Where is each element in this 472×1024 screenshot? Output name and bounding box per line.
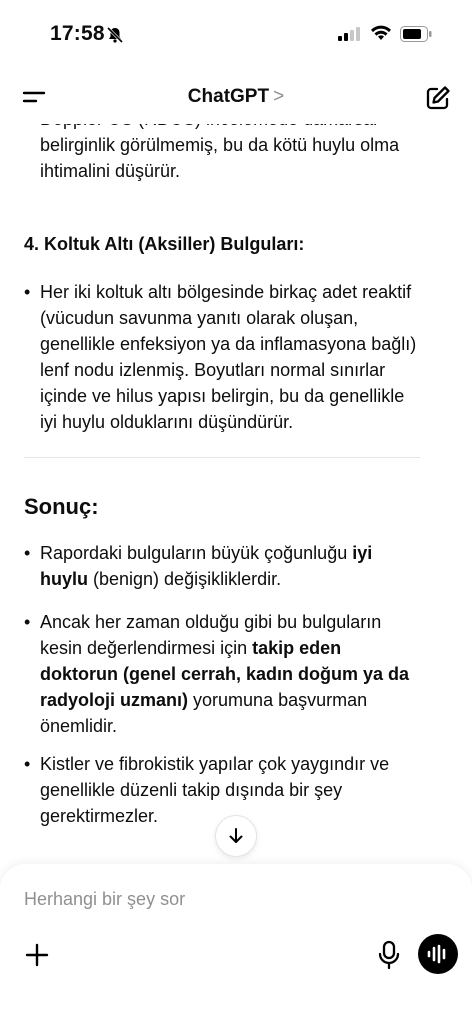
divider [24, 457, 420, 458]
text-line: genellikle düzenli takip dışında bir şey [40, 780, 343, 800]
text-line: Ancak her zaman olduğu gibi bu bulguların [40, 612, 382, 632]
list-item [24, 540, 454, 592]
text-line: doktorun (genel cerrah, kadın doğum ya da [40, 664, 410, 684]
bullet-dot: • [24, 282, 31, 302]
bullet-dot: • [24, 543, 31, 563]
bell-slash-icon [106, 26, 124, 49]
composer [0, 864, 472, 1024]
scroll-to-bottom-button[interactable] [215, 815, 257, 857]
mic-icon[interactable] [376, 940, 402, 970]
status-time: 17:58 [50, 22, 105, 45]
text-line: radyoloji uzmanı) yorumuna başvurman [40, 690, 368, 710]
conclusion-heading: Sonuç: [24, 494, 99, 519]
nav-bar [0, 70, 472, 124]
text-line: kesin değerlendirmesi için takip eden [40, 638, 342, 658]
wifi-icon [370, 25, 392, 46]
bullet-dot: • [24, 612, 31, 632]
signal-icon [338, 27, 362, 46]
section-heading: 4. Koltuk Altı (Aksiller) Bulguları: [24, 234, 305, 254]
text-line: gerektirmezler. [40, 806, 159, 826]
text-line: iyi huylu olduklarını düşündürür. [40, 412, 294, 432]
page-title: ChatGPT [187, 86, 270, 107]
text-line: Rapordaki bulguların büyük çoğunluğu iyi [40, 543, 373, 563]
text-line: Her iki koltuk altı bölgesinde birkaç adet reaktif [40, 282, 412, 302]
arrow-down-icon [227, 827, 245, 845]
list-item [24, 609, 454, 739]
chevron-right-icon: > [273, 86, 285, 107]
text-line: ihtimalini düşürür. [40, 161, 181, 181]
edit-icon[interactable] [424, 84, 452, 112]
chat-content[interactable] [0, 124, 472, 864]
text-line: lenf nodu izlenmiş. Boyutları normal sınırlar [40, 360, 386, 380]
text-line: (vücudun savunma yanıtı olarak oluşan, [40, 308, 359, 328]
battery-icon [400, 26, 432, 47]
bullet-dot: • [24, 754, 31, 774]
model-selector[interactable] [0, 86, 472, 108]
voice-mode-button[interactable] [418, 934, 458, 974]
text-line: önemlidir. [40, 716, 118, 736]
text-line: belirginlik görülmemiş, bu da kötü huylu olma [40, 135, 400, 155]
text-line: huylu (benign) değişikliklerdir. [40, 569, 282, 589]
list-item [24, 279, 454, 435]
text-line: Kistler ve fibrokistik yapılar çok yaygındır ve [40, 754, 390, 774]
text-line: genellikle enfeksiyon ya da inflamasyona bağlı) [40, 334, 417, 354]
text-line: içinde ve hilus yapısı belirgin, bu da genellikle [40, 386, 405, 406]
message-input[interactable]: Herhangi bir şey sor [24, 889, 186, 909]
plus-icon[interactable] [24, 942, 50, 968]
voice-mode-icon [427, 944, 449, 964]
status-bar [0, 0, 472, 70]
